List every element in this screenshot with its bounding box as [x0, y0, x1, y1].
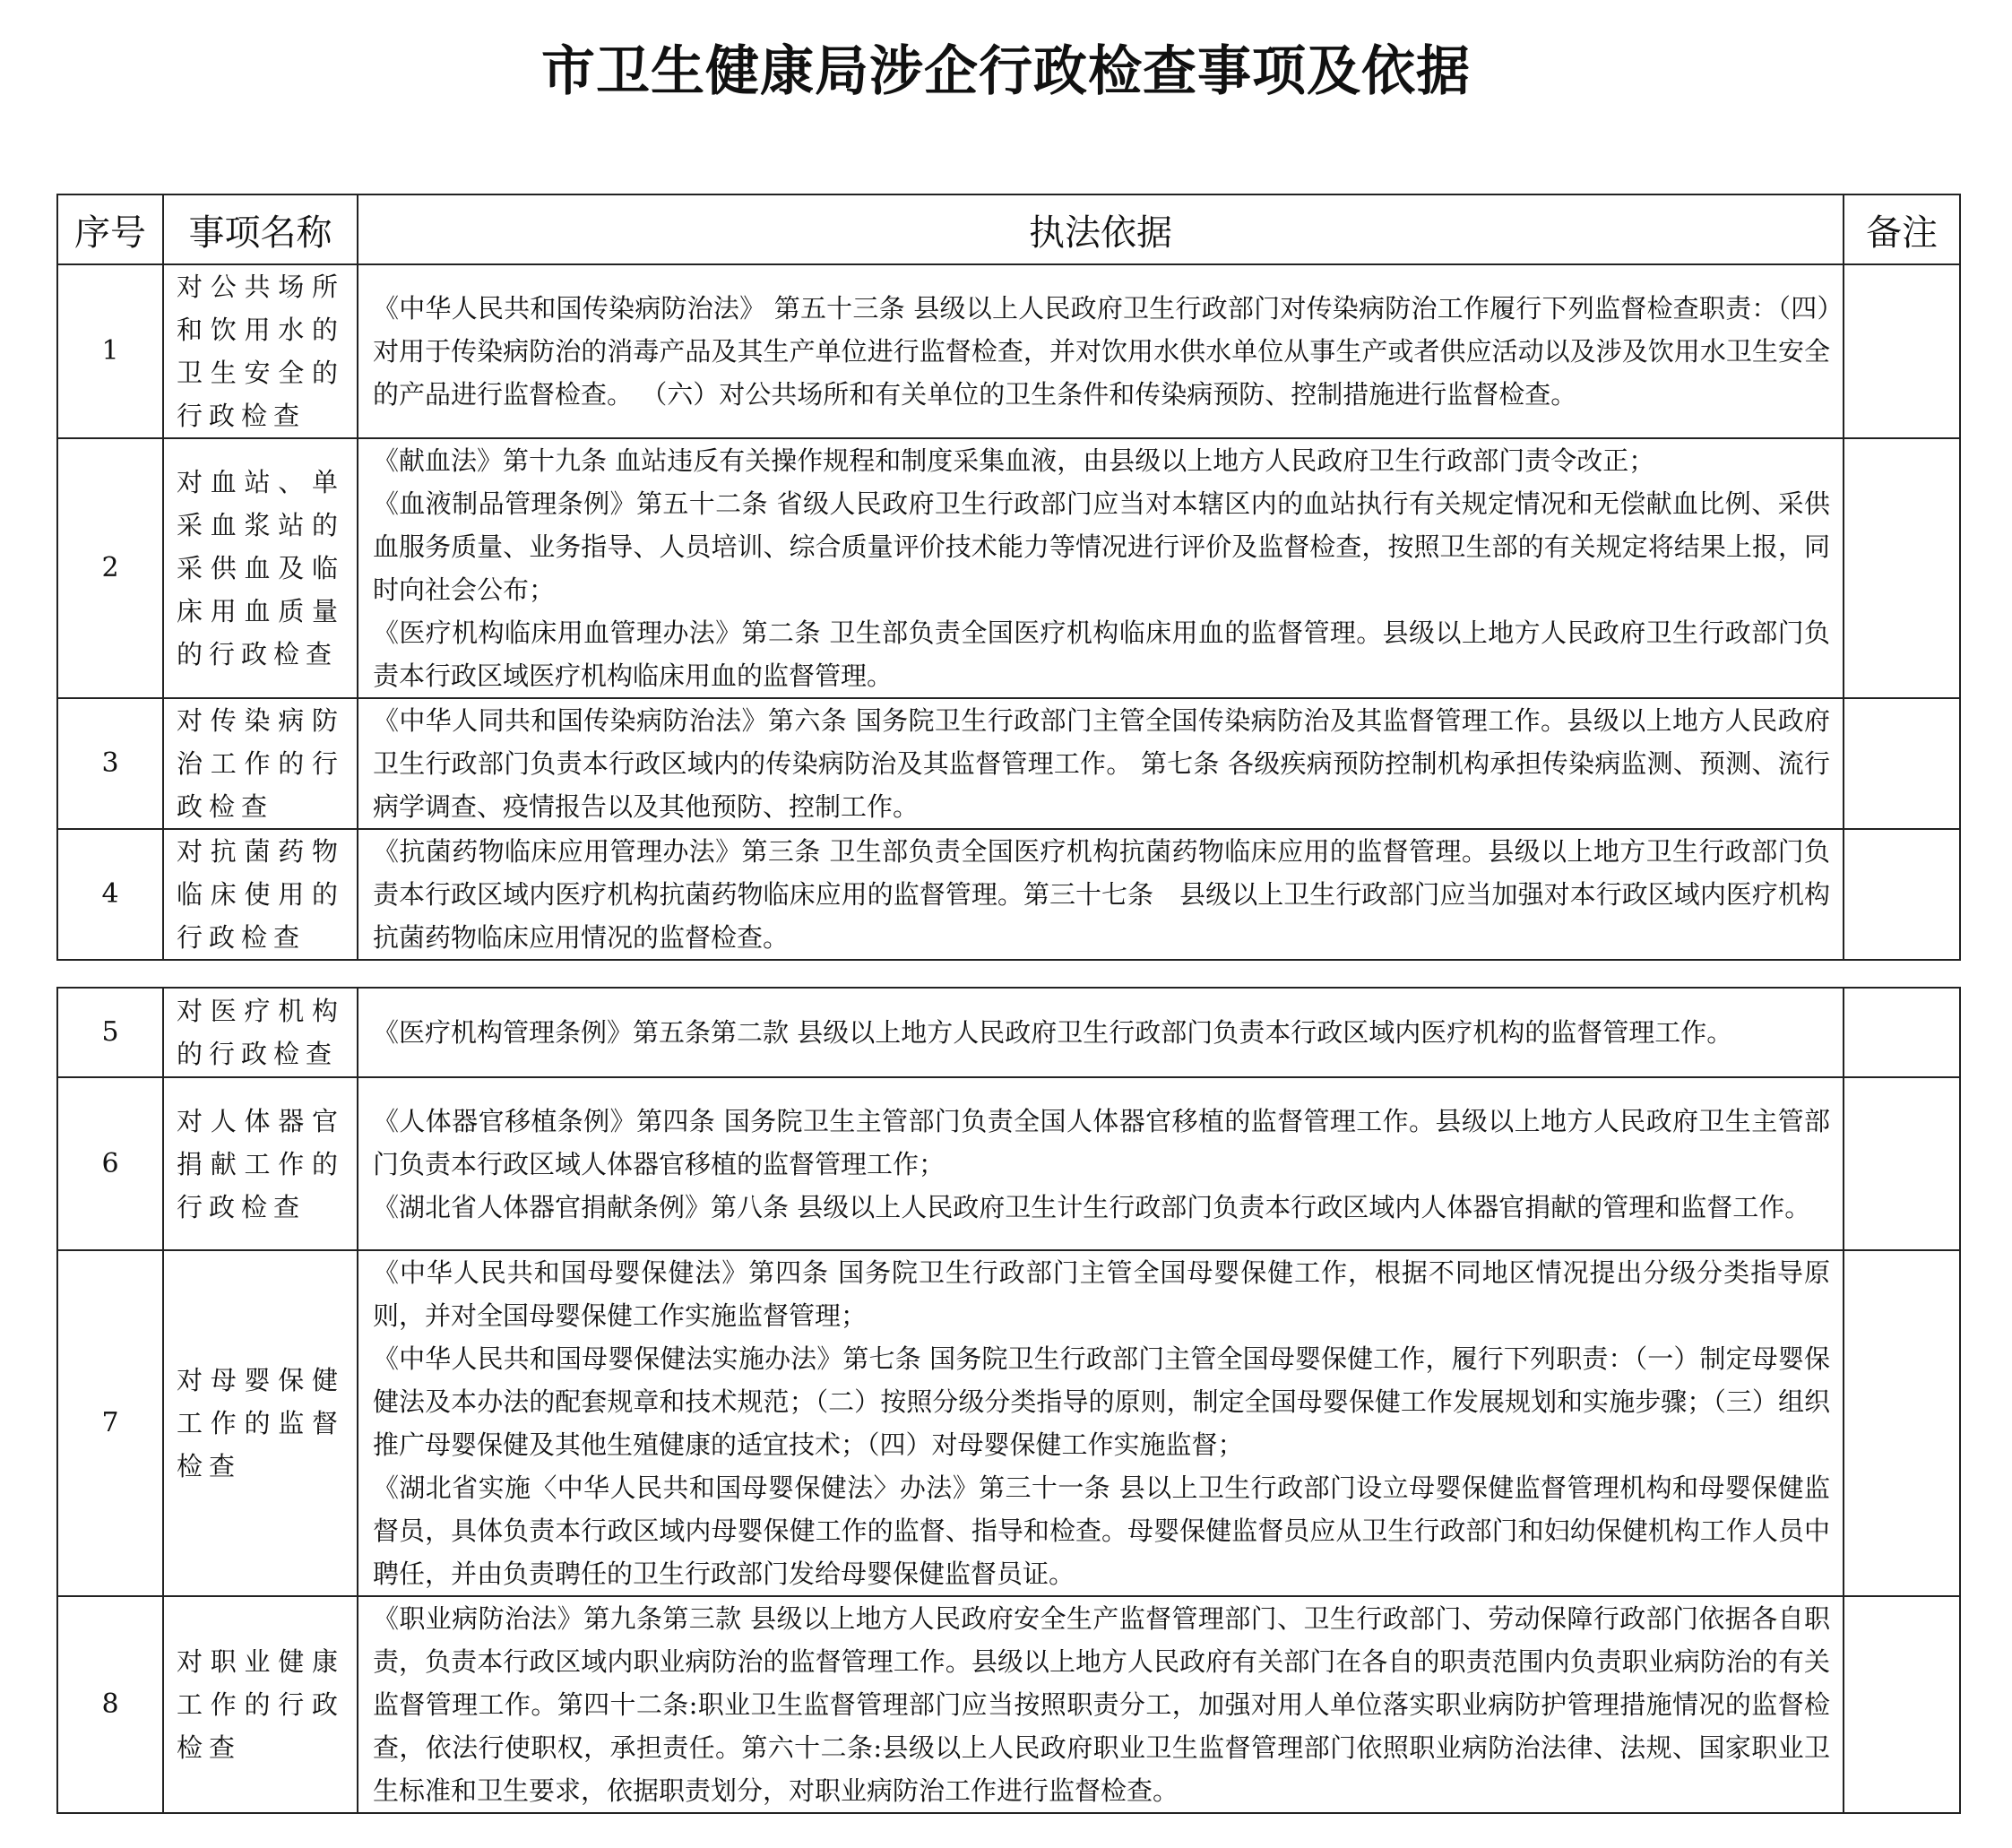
- table-row: [57, 698, 1960, 829]
- row-number: 4: [57, 829, 163, 960]
- note-cell: [1844, 698, 1960, 829]
- table-row: [57, 438, 1960, 698]
- row-number: 3: [57, 698, 163, 829]
- basis-paragraph: 《人体器官移植条例》第四条 国务院卫生主管部门负责全国人体器官移植的监督管理工作。县级以上地方人民政府卫生主管部门负责本行政区域人体器官移植的监督管理工作；: [373, 1105, 1830, 1179]
- item-name: 对血站、单采血浆站的采供血及临床用血质量的行政检查: [163, 438, 358, 698]
- header-name: 事项名称: [163, 194, 358, 264]
- item-name: 对医疗机构的行政检查: [163, 988, 358, 1077]
- row-number: 5: [57, 988, 163, 1077]
- basis-paragraph: 《湖北省人体器官捐献条例》第八条 县级以上人民政府卫生计生行政部门负责本行政区域内人体器官捐献的管理和监督工作。: [373, 1191, 1811, 1222]
- basis-paragraph: 《献血法》第十九条 血站违反有关操作规程和制度采集血液，由县级以上地方人民政府卫生行政部门责令改正；: [373, 445, 1655, 476]
- legal-basis: [358, 438, 1844, 698]
- note-cell: [1844, 438, 1960, 698]
- note-cell: [1844, 1596, 1960, 1813]
- basis-paragraph: 《职业病防治法》第九条第三款 县级以上地方人民政府安全生产监督管理部门、卫生行政部门、劳动保障行政部门依据各自职责，负责本行政区域内职业病防治的监督管理工作。县级以上地方人民政府有关部门在各自的职责范围内负责职业病防治的有关监督管理工作。第四十二条:职业卫生监督管理部门应当按照职责分工，加强对用人单位落实职业病防护管理措施情况的监督检查，依法行使职权，承担责任。第六十二条:县级以上人民政府职业卫生监督管理部门依照职业病防治法律、法规、国家职业卫生标准和卫生要求，依据职责划分，对职业病防治工作进行监督检查。: [373, 1603, 1830, 1806]
- basis-paragraph: 《血液制品管理条例》第五十二条 省级人民政府卫生行政部门应当对本辖区内的血站执行有关规定情况和无偿献血比例、采供血服务质量、业务指导、人员培训、综合质量评价技术能力等情况进行评价及监督检查，按照卫生部的有关规定将结果上报，同时向社会公布；: [373, 488, 1830, 605]
- row-number: 2: [57, 438, 163, 698]
- note-cell: [1844, 264, 1960, 438]
- note-cell: [1844, 1250, 1960, 1596]
- header-no: 序号: [57, 194, 163, 264]
- item-name: 对母婴保健工作的监督检查: [163, 1250, 358, 1596]
- basis-paragraph: 《医疗机构管理条例》第五条第二款 县级以上地方人民政府卫生行政部门负责本行政区域内医疗机构的监督管理工作。: [373, 1017, 1733, 1048]
- note-cell: [1844, 988, 1960, 1077]
- table-header-row: [57, 194, 1960, 264]
- header-basis: 执法依据: [358, 194, 1844, 264]
- basis-paragraph: 《中华人民共和国传染病防治法》 第五十三条 县级以上人民政府卫生行政部门对传染病防治工作履行下列监督检查职责：（四）对用于传染病防治的消毒产品及其生产单位进行监督检查，并对饮用水供水单位从事生产或者供应活动以及涉及饮用水卫生安全的产品进行监督检查。 （六）对公共场所和有关单位的卫生条件和传染病预防、控制措施进行监督检查。: [373, 293, 1830, 410]
- item-name: 对公共场所和饮用水的卫生安全的行政检查: [163, 264, 358, 438]
- inspection-table-part-2: [56, 987, 1961, 1814]
- table-row: [57, 264, 1960, 438]
- legal-basis: [358, 988, 1844, 1077]
- table-row: [57, 1250, 1960, 1596]
- item-name: 对职业健康工作的行政检查: [163, 1596, 358, 1813]
- row-number: 1: [57, 264, 163, 438]
- item-name: 对传染病防治工作的行政检查: [163, 698, 358, 829]
- basis-paragraph: 《中华人民共和国母婴保健法》第四条 国务院卫生行政部门主管全国母婴保健工作，根据不同地区情况提出分级分类指导原则，并对全国母婴保健工作实施监督管理；: [373, 1257, 1830, 1331]
- table-row: [57, 1077, 1960, 1250]
- legal-basis: [358, 1077, 1844, 1250]
- row-number: 7: [57, 1250, 163, 1596]
- basis-paragraph: 《中华人民共和国母婴保健法实施办法》第七条 国务院卫生行政部门主管全国母婴保健工作，履行下列职责：（一）制定母婴保健法及本办法的配套规章和技术规范；（二）按照分级分类指导的原则，制定全国母婴保健工作发展规划和实施步骤；（三）组织推广母婴保健及其他生殖健康的适宜技术；（四）对母婴保健工作实施监督；: [373, 1343, 1830, 1460]
- note-cell: [1844, 1077, 1960, 1250]
- legal-basis: [358, 829, 1844, 960]
- row-number: 8: [57, 1596, 163, 1813]
- legal-basis: [358, 698, 1844, 829]
- page-title: 市卫生健康局涉企行政检查事项及依据: [541, 40, 1471, 103]
- item-name: 对人体器官捐献工作的行政检查: [163, 1077, 358, 1250]
- basis-paragraph: 《中华人同共和国传染病防治法》第六条 国务院卫生行政部门主管全国传染病防治及其监督管理工作。县级以上地方人民政府卫生行政部门负责本行政区域内的传染病防治及其监督管理工作。 第七条 各级疾病预防控制机构承担传染病监测、预测、流行病学调查、疫情报告以及其他预防、控制工作。: [373, 705, 1830, 822]
- legal-basis: [358, 1250, 1844, 1596]
- note-cell: [1844, 829, 1960, 960]
- table-row: [57, 829, 1960, 960]
- table-row: [57, 988, 1960, 1077]
- legal-basis: [358, 264, 1844, 438]
- legal-basis: [358, 1596, 1844, 1813]
- inspection-table-part-1: [56, 194, 1961, 961]
- basis-paragraph: 《抗菌药物临床应用管理办法》第三条 卫生部负责全国医疗机构抗菌药物临床应用的监督管理。县级以上地方卫生行政部门负责本行政区域内医疗机构抗菌药物临床应用的监督管理。第三十七条 县级以上卫生行政部门应当加强对本行政区域内医疗机构抗菌药物临床应用情况的监督检查。: [373, 836, 1830, 953]
- item-name: 对抗菌药物临床使用的行政检查: [163, 829, 358, 960]
- header-note: 备注: [1844, 194, 1960, 264]
- row-number: 6: [57, 1077, 163, 1250]
- basis-paragraph: 《医疗机构临床用血管理办法》第二条 卫生部负责全国医疗机构临床用血的监督管理。县级以上地方人民政府卫生行政部门负责本行政区域医疗机构临床用血的监督管理。: [373, 617, 1830, 691]
- basis-paragraph: 《湖北省实施〈中华人民共和国母婴保健法〉办法》第三十一条 县以上卫生行政部门设立母婴保健监督管理机构和母婴保健监督员，具体负责本行政区域内母婴保健工作的监督、指导和检查。母婴保健监督员应从卫生行政部门和妇幼保健机构工作人员中聘任，并由负责聘任的卫生行政部门发给母婴保健监督员证。: [373, 1472, 1830, 1589]
- table-row: [57, 1596, 1960, 1813]
